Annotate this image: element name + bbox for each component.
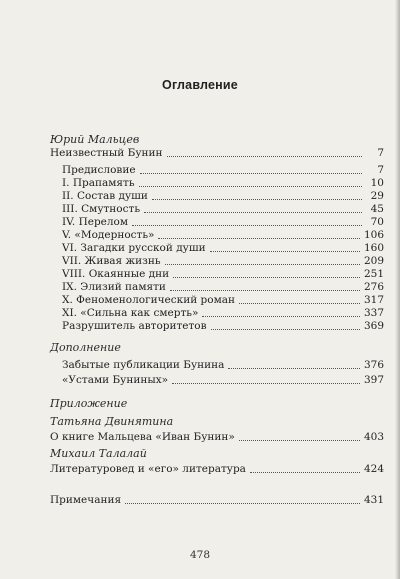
toc-title: Оглавление <box>162 78 238 92</box>
toc-entry-page: 369 <box>363 320 384 332</box>
page-number: 478 <box>189 549 211 561</box>
dot-leader <box>139 185 362 187</box>
toc-entry-chapter-9 <box>62 281 384 294</box>
toc-entry-label: Предисловие <box>62 164 136 176</box>
toc-entry-about-maltsev-book <box>50 431 384 444</box>
toc-entry-literary-critic <box>50 463 384 476</box>
dot-leader <box>132 224 362 226</box>
dot-leader <box>211 328 360 330</box>
toc-entry-page: 424 <box>363 463 384 475</box>
toc-entry-notes <box>50 494 384 507</box>
toc-entry-page: 403 <box>363 431 384 443</box>
toc-entry-label: Разрушитель авторитетов <box>62 320 207 332</box>
toc-entry-label: Примечания <box>50 494 122 506</box>
dot-leader <box>167 155 363 157</box>
toc-entry-label: X. Феноменологический роман <box>62 294 235 306</box>
toc-entry-preface <box>62 164 384 177</box>
toc-entry-chapter-5 <box>62 229 384 242</box>
toc-entry-page: 160 <box>363 242 384 254</box>
toc-entry-chapter-8 <box>62 268 384 281</box>
toc-entry-chapter-3 <box>62 203 384 216</box>
dot-leader <box>165 263 360 265</box>
toc-entry-label: II. Состав души <box>62 190 148 202</box>
toc-entry-page: 251 <box>363 268 384 280</box>
dot-leader <box>144 211 362 213</box>
toc-entry-chapter-6 <box>62 242 384 255</box>
toc-entry-page: 7 <box>377 164 384 176</box>
author-devyatina: Татьяна Двинятина <box>50 415 174 428</box>
toc-entry-chapter-10 <box>62 294 384 307</box>
toc-entry-page: 7 <box>377 147 384 159</box>
toc-entry-destroyer <box>62 320 384 333</box>
toc-entry-label: VIII. Окаянные дни <box>62 268 170 280</box>
toc-entry-page: 376 <box>363 359 384 371</box>
author-talalay: Михаил Талалай <box>50 447 147 460</box>
dot-leader <box>152 198 362 200</box>
dot-leader <box>140 172 362 174</box>
toc-entry-page: 431 <box>363 494 384 506</box>
toc-entry-label: Литературовед и «его» литература <box>50 463 246 475</box>
dot-leader <box>250 471 360 473</box>
toc-entry-chapter-4 <box>62 216 384 229</box>
dot-leader <box>202 315 360 317</box>
toc-entry-ustami-buninykh <box>62 374 384 387</box>
toc-entry-page: 397 <box>363 374 384 386</box>
toc-entry-unknown-bunin <box>50 147 384 160</box>
toc-entry-label: О книге Мальцева «Иван Бунин» <box>50 431 235 443</box>
dot-leader <box>228 367 360 369</box>
toc-entry-chapter-2 <box>62 190 384 203</box>
toc-entry-label: VII. Живая жизнь <box>62 255 161 267</box>
dot-leader <box>170 289 360 291</box>
toc-entry-page: 276 <box>363 281 384 293</box>
dot-leader <box>172 382 360 384</box>
toc-entry-page: 337 <box>363 307 384 319</box>
section-addition: Дополнение <box>50 341 121 354</box>
toc-entry-label: XI. «Сильна как смерть» <box>62 307 199 319</box>
toc-entry-page: 45 <box>370 203 384 215</box>
dot-leader <box>239 439 360 441</box>
dot-leader <box>239 302 360 304</box>
toc-entry-chapter-7 <box>62 255 384 268</box>
toc-entry-forgotten-publications <box>62 359 384 372</box>
toc-entry-label: Неизвестный Бунин <box>50 147 163 159</box>
toc-entry-page: 209 <box>363 255 384 267</box>
toc-entry-page: 29 <box>370 190 384 202</box>
toc-entry-label: VI. Загадки русской души <box>62 242 206 254</box>
dot-leader <box>173 276 360 278</box>
toc-entry-page: 10 <box>370 177 384 189</box>
toc-entry-page: 70 <box>370 216 384 228</box>
toc-entry-label: «Устами Буниных» <box>62 374 169 386</box>
dot-leader <box>158 237 359 239</box>
dot-leader <box>210 250 360 252</box>
toc-entry-label: I. Прапамять <box>62 177 135 189</box>
dot-leader <box>125 502 360 504</box>
toc-entry-label: IX. Элизий памяти <box>62 281 166 293</box>
toc-entry-page: 106 <box>363 229 384 241</box>
toc-entry-label: V. «Модерность» <box>62 229 155 241</box>
toc-entry-label: Забытые публикации Бунина <box>62 359 225 371</box>
toc-entry-page: 317 <box>363 294 384 306</box>
toc-entry-chapter-11 <box>62 307 384 320</box>
author-maltsev: Юрий Мальцев <box>50 133 140 146</box>
toc-entry-label: III. Смутность <box>62 203 141 215</box>
toc-entry-chapter-1 <box>62 177 384 190</box>
section-appendix: Приложение <box>50 397 128 410</box>
toc-entry-label: IV. Перелом <box>62 216 129 228</box>
